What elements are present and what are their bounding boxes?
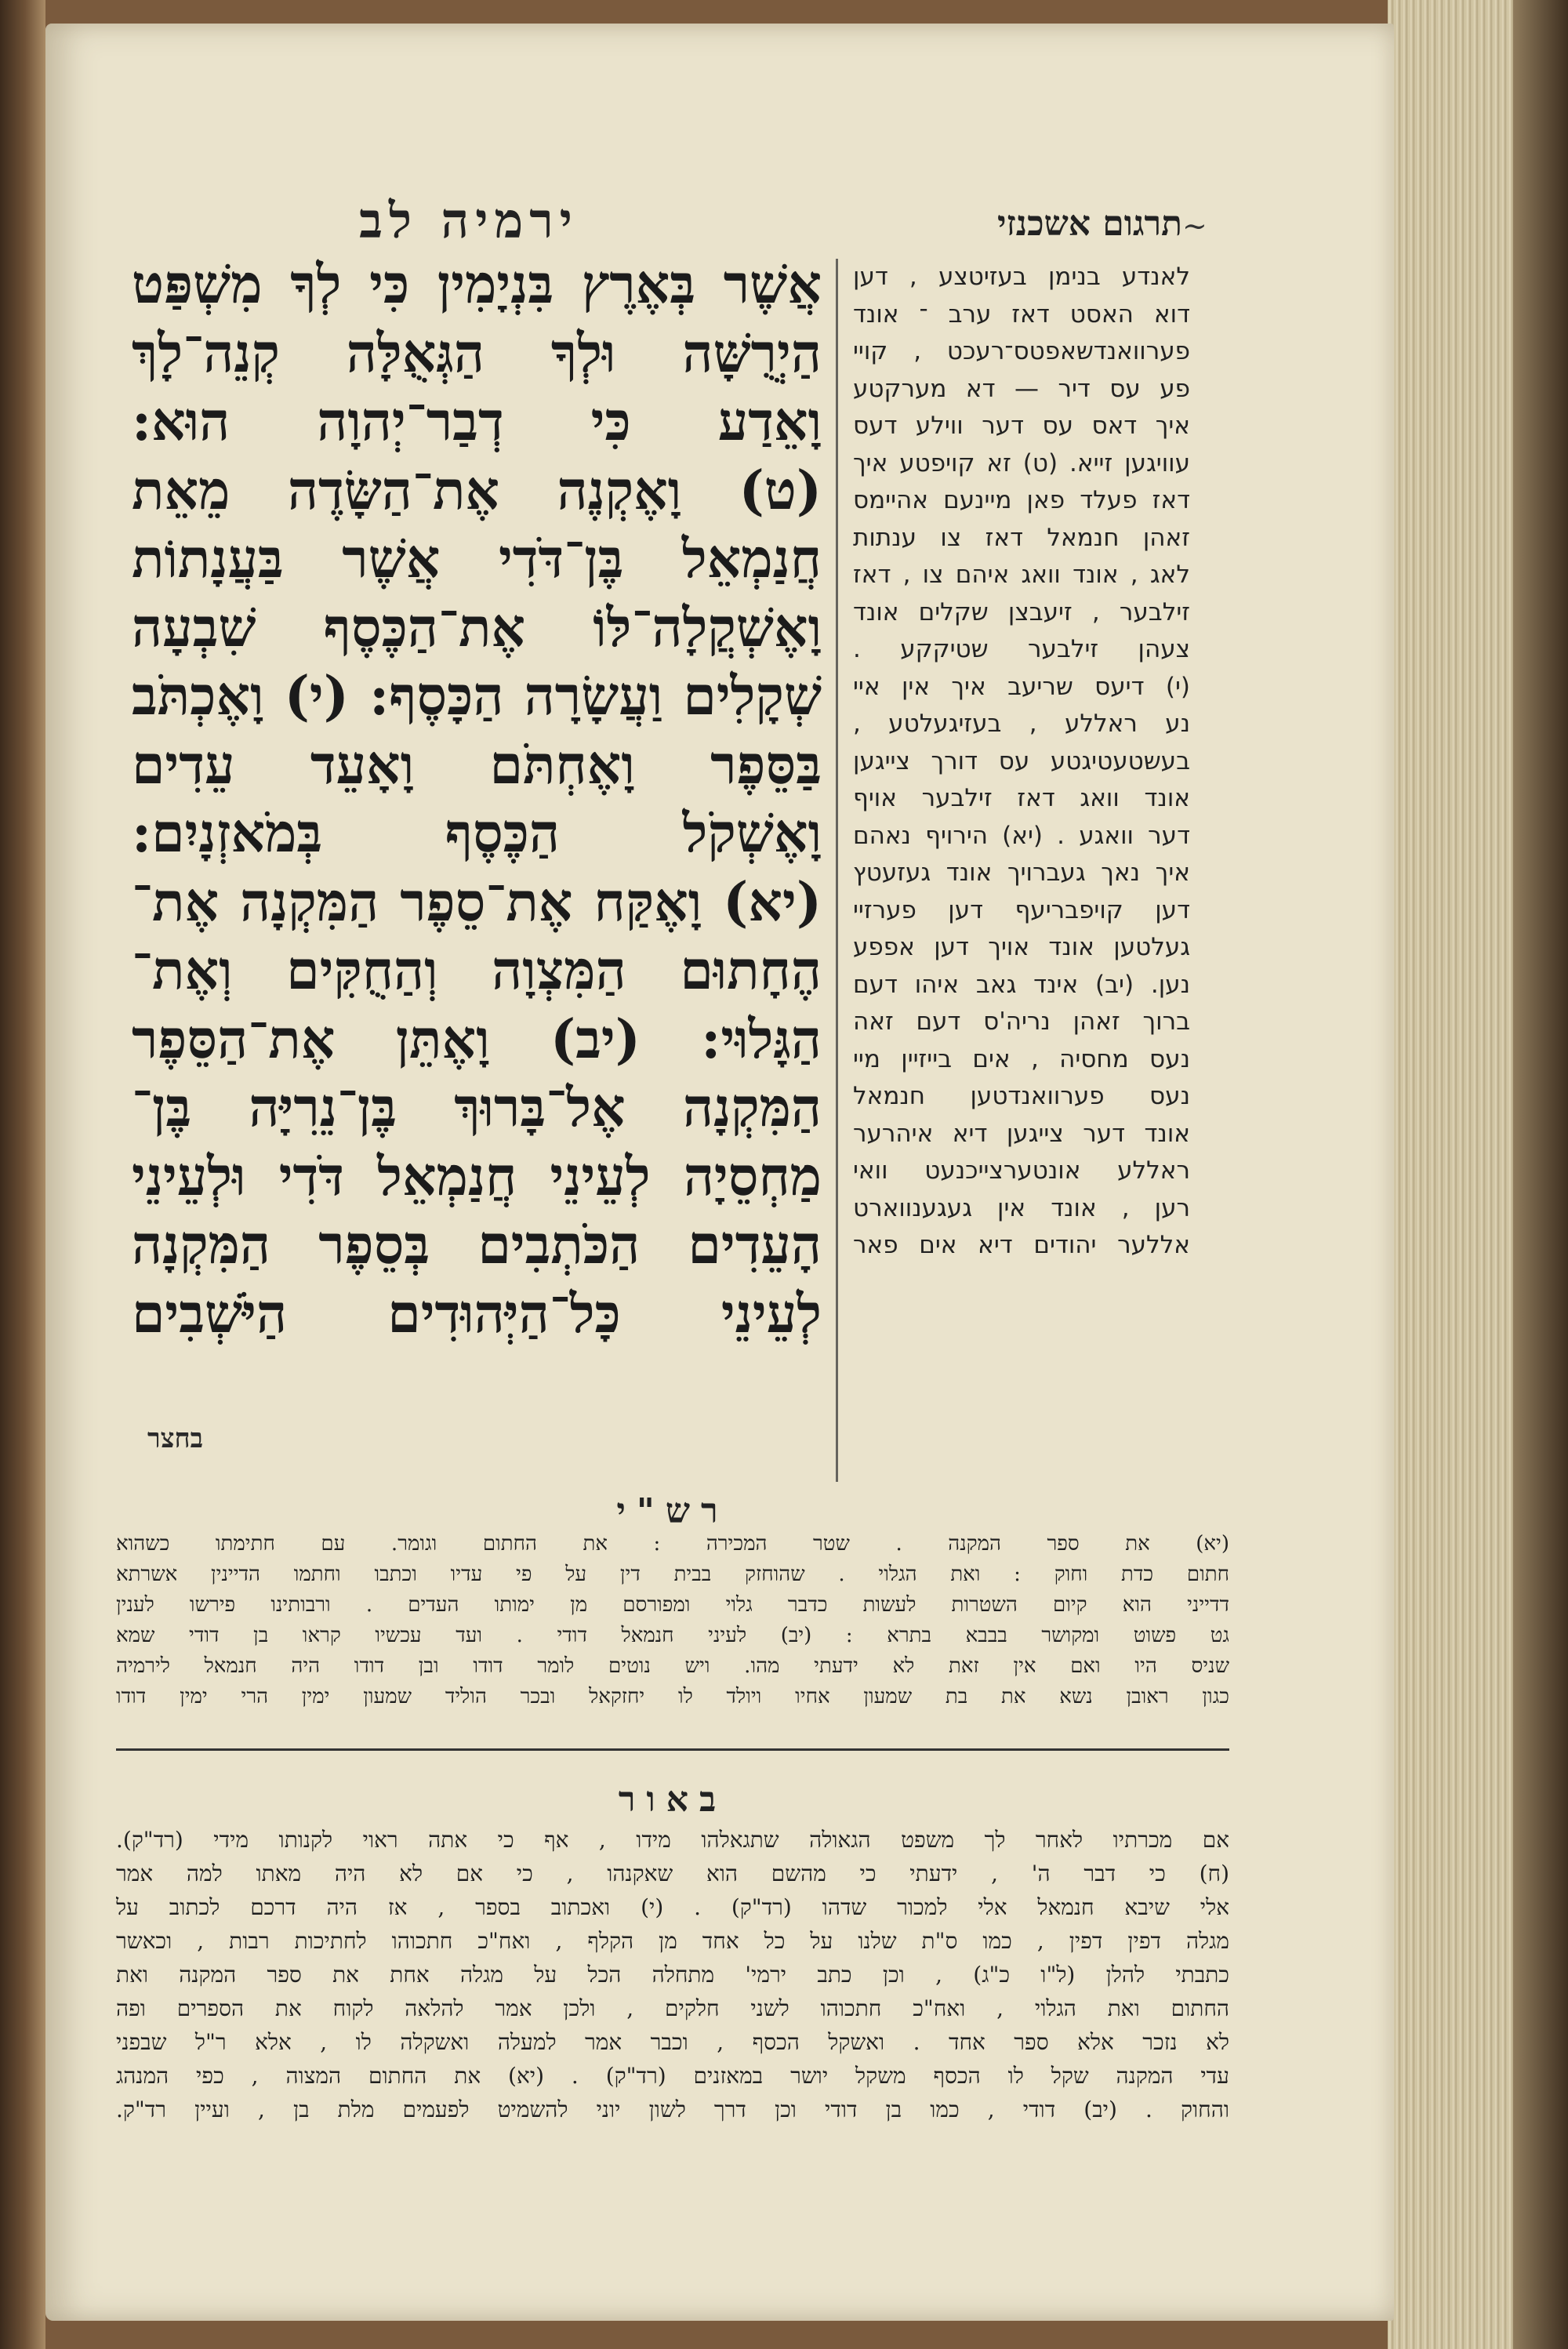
translation-line: נען. (יב) אינד גאב איהו דעם	[853, 970, 1190, 999]
scripture-line: הֶחָתוּם הַמִּצְוָה וְהַחֻקִּים וְאֶת־	[132, 939, 822, 1002]
translation-line: עוויגען זייא. (ט) זא קויפטע איך	[853, 448, 1190, 477]
translation-line: זילבער , זיעבצן שקלים אונד	[853, 597, 1190, 626]
translation-line: געלטען אונד אויך דען אפפע	[853, 933, 1190, 961]
translation-line: נעס פערוואנדטען חנמאל	[853, 1082, 1190, 1110]
translation-line: רען , אונד אין געגענווארט	[853, 1193, 1190, 1222]
scripture-line: וָאֶשְׁקֹל הַכֶּסֶף בְּמֹאזְנָיִם:	[132, 802, 822, 865]
translation-line: לאג , אונד וואג איהם צו , דאז	[853, 561, 1190, 589]
translation-line: בעשטעטיגטע עס דורך צייגען	[853, 746, 1190, 775]
translation-line: ראללע אונטערצייכנעט וואי	[853, 1156, 1190, 1185]
beur-line: לא נזכר אלא ספר אחד . ואשקל הכסף , וכבר אמר למעלה ואשקלה לו , אלא ר"ל שבפני	[116, 2029, 1229, 2055]
translation-line: אונד וואג דאז זילבער אויף	[853, 784, 1190, 812]
section-divider	[116, 1748, 1229, 1751]
beur-heading: באור	[618, 1780, 728, 1820]
beur-line: עדי המקנה שקל לו הכסף משקל יושר במאזנים (רד"ק) . (יא) את החתום המצוה , כפי המנהג	[116, 2063, 1229, 2089]
translation-line: איך דאס עס דער ווילע דעס	[853, 412, 1190, 440]
rashi-line: כגון ראובן נשא את בת שמעון אחיו ויולד לו יחזקאל ובכר הוליד שמעון ימין הרי ימין דודו	[116, 1685, 1229, 1708]
hebrew-scripture-column	[132, 251, 822, 1349]
rashi-line: שניס היו ואם אין זאת לא ידעתי מהו. ויש נוטים לומר דודו ובן דודו היה חנמאל לירמיה	[116, 1654, 1229, 1678]
translation-line: (י) דיעס שריעב איך אין איי	[853, 672, 1190, 701]
beur-line: והחוק . (יב) דודי , כמו בן דודי וכן דרך לשון יוני להשמיט לפעמים מלת בן , ועיין רד"ק.	[116, 2097, 1229, 2122]
scripture-line: וָאֵדַע כִּי דְבַר־יְהוָה הוּא:	[132, 390, 822, 453]
column-divider	[836, 259, 838, 1482]
beur-line: אלי שיבא חנמאל אלי למכור שדהו (רד"ק) . (י) ואכתוב בספר , אז היה דרכם לכתוב על	[116, 1894, 1229, 1920]
beur-line: החתום ואת הגלוי , ואח"כ חתכוהו לשני חלקים , ולכן אמר להלאה לקוח את הספרים ופה	[116, 1995, 1229, 2021]
translation-line: דוא האסט דאז ערב ־ אונד	[853, 300, 1190, 329]
translation-line: אונד דער צייגען דיא איהרער	[853, 1119, 1190, 1148]
rashi-line: חתום כדת וחוק : ואת הגלוי . שהוחזק בבית דין על פי עדיו וכתבו וחתמו הדיינין אשרתא	[116, 1563, 1229, 1586]
translation-line: לאנדע בנימן בעזיטצע , דען	[853, 263, 1190, 291]
translation-line: נע ראללע , בעזיגעלטע ,	[853, 710, 1190, 738]
beur-line: אם מכרתיו לאחר לך משפט הגאולה שתגאלהו מידו , אף כי אתה ראוי לקנותו מידי (רד"ק).	[116, 1827, 1229, 1853]
beur-line: כתבתי להלן (ל"ו כ"ג) , וכן כתב ירמי' מתחלה הכל על מגלה אחת את ספר המקנה ואת	[116, 1962, 1229, 1988]
scripture-line: בַּסֵּפֶר וָאֶחְתֹּם וָאָעֵד עֵדִים	[132, 733, 822, 797]
scripture-line: חֲנַמְאֵל בֶּן־דֹּדִי אֲשֶׁר בַּעֲנָתוֹת	[132, 528, 822, 590]
scripture-line: (ט) וָאֶקְנֶה אֶת־הַשָּׂדֶה מֵאֵת	[132, 459, 822, 522]
translation-line: פערוואנדשאפטס־רעכט , קויי	[853, 337, 1190, 365]
scripture-line: הָעֵדִים הַכֹּתְבִים בְּסֵפֶר הַמִּקְנָה	[132, 1214, 822, 1276]
scripture-line: לְעֵינֵי כָּל־הַיְּהוּדִים הַיֹּשְׁבִים	[132, 1282, 822, 1345]
book-page	[45, 24, 1394, 2321]
scripture-line: (יא) וָאֶקַּח אֶת־סֵפֶר הַמִּקְנָה אֶת־	[132, 870, 822, 934]
scripture-line: מַחְסֵיָה לְעֵינֵי חֲנַמְאֵל דֹּדִי וּלְעֵינֵי	[132, 1145, 822, 1208]
translation-line: איך נאך געברויך אונד געזעטץ	[853, 859, 1190, 887]
rashi-heading: רש"י	[616, 1491, 729, 1531]
beur-line: (ח) כי דבר ה' , ידעתי כי מהשם הוא שאקנהו , כי אם לא היה מאתו למה אמר	[116, 1861, 1229, 1886]
book-gutter	[0, 0, 45, 2349]
beur-commentary	[116, 1823, 1229, 2126]
yiddish-translation-column	[853, 259, 1190, 1265]
translation-line: ברוך זאהן נריה'ס דעם זאה	[853, 1007, 1190, 1036]
translation-line: אללער יהודים דיא אים פאר	[853, 1231, 1190, 1259]
main-column-title: ירמיה לב	[359, 192, 579, 249]
catchword: בחצר	[147, 1423, 204, 1454]
translation-column-title: תרגום אשכנזי	[996, 204, 1182, 244]
book-cover-edge	[1513, 0, 1568, 2349]
beur-line: מגלה דפין דפין , כמו ס"ת שלנו על כל אחד מן הקלף , ואח"כ חתכוהו לחתיכות רבות , וכאשר	[116, 1928, 1229, 1954]
scripture-line: הַיְרֻשָּׁה וּלְךָ הַגְּאֻלָּה קְנֵה־לָךְ	[132, 321, 822, 385]
rashi-line: גט פשוט ומקושר בבבא בתרא : (יב) לעיני חנמאל דודי . ועד עכשיו קראו בן דודי שמא	[116, 1624, 1229, 1647]
translation-line: נעס מחסיה , אים בייזיין מיי	[853, 1044, 1190, 1073]
translation-line: פע עס דיר — דא מערקטע	[853, 374, 1190, 403]
scripture-line: שְׁקָלִים וַעֲשָׂרָה הַכָּסֶף: (י) וָאֶכְתֹּב	[132, 665, 822, 728]
rashi-line: דדייני הוא קיום השטרות לעשות כדבר גלוי ומפורסם מן ימותו העדים . ורבותינו פירשו לענין	[116, 1593, 1229, 1617]
translation-line: צעהן זילבער שטיקקע .	[853, 635, 1190, 663]
rashi-commentary	[116, 1529, 1229, 1712]
scripture-line: וָאֶשְׁקֲלָה־לּוֹ אֶת־הַכֶּסֶף שִׁבְעָה	[132, 596, 822, 659]
scripture-line: אֲשֶׁר בְּאֶרֶץ בִּנְיָמִין כִּי לְךָ מִשְׁפַּט	[132, 253, 822, 316]
scripture-line: הַמִּקְנָה אֶל־בָּרוּךְ בֶּן־נֵרִיָּה בֶּן־	[132, 1076, 822, 1139]
translation-line: דען קויפבריעף דען פערזיי	[853, 895, 1190, 924]
scripture-line: הַגָּלוּי: (יב) וָאֶתֵּן אֶת־הַסֵּפֶר	[132, 1007, 822, 1071]
translation-line: דער וואגע . (יא) הירויף נאהם	[853, 821, 1190, 850]
rashi-line: (יא) את ספר המקנה . שטר המכירה : את החתום וגומר. עם חתימתו כשהוא	[116, 1532, 1229, 1556]
folio-mark: ~	[1182, 209, 1207, 243]
translation-line: זאהן חנמאל דאז צו ענתות	[853, 523, 1190, 552]
translation-line: דאז פעלד פאן מיינעם אהיימס	[853, 486, 1190, 514]
